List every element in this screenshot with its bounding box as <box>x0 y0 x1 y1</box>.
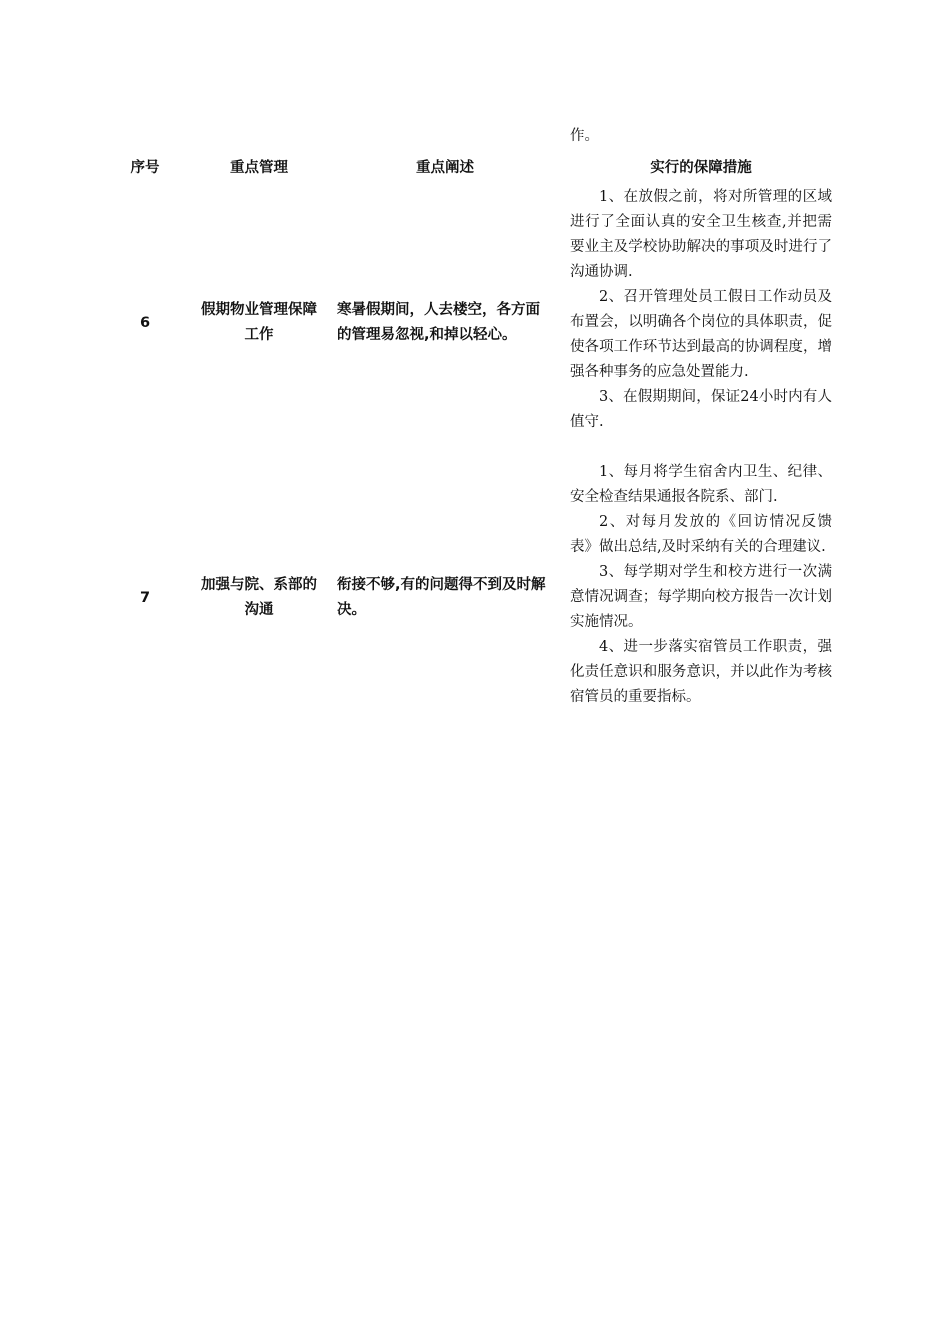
header-measures: 实行的保障措施 <box>650 160 752 176</box>
row-description: 衔接不够,有的问题得不到及时解决。 <box>337 576 546 618</box>
measure-item: 2、召开管理处员工假日工作动员及布置会，以明确各个岗位的具体职责，促使各项工作环节达到最高的协调程度，增强各种事务的应急处置能力. <box>570 289 832 380</box>
measure-item: 1、每月将学生宿舍内卫生、纪律、安全检查结果通报各院系、部门. <box>570 464 832 505</box>
row-measures <box>570 185 832 435</box>
table-row <box>0 185 950 461</box>
continuation-text: 作。 <box>570 128 599 144</box>
row-measures <box>570 460 832 710</box>
header-key-management: 重点管理 <box>230 160 288 176</box>
row-key-management: 加强与院、系部的沟通 <box>201 576 317 618</box>
row-key-management: 假期物业管理保障工作 <box>201 302 317 343</box>
header-seq: 序号 <box>130 160 160 176</box>
measure-item: 3、在假期期间，保证24小时内有人值守. <box>570 389 832 430</box>
measure-item: 4、进一步落实宿管员工作职责，强化责任意识和服务意识，并以此作为考核宿管员的重要指标。 <box>570 639 832 705</box>
measure-item: 1、在放假之前，将对所管理的区域进行了全面认真的安全卫生核查,并把需要业主及学校协助解决的事项及时进行了沟通协调. <box>570 189 832 280</box>
measure-item: 3、每学期对学生和校方进行一次满意情况调查；每学期向校方报告一次计划实施情况。 <box>570 564 832 630</box>
measure-item: 2、对每月发放的《回访情况反馈表》做出总结,及时采纳有关的合理建议. <box>570 514 832 555</box>
row-description: 寒暑假期间，人去楼空，各方面的管理易忽视,和掉以轻心。 <box>337 302 540 343</box>
row-seq: 6 <box>139 315 151 331</box>
table-row <box>0 460 950 735</box>
header-description: 重点阐述 <box>416 160 474 176</box>
row-seq: 7 <box>139 589 151 606</box>
